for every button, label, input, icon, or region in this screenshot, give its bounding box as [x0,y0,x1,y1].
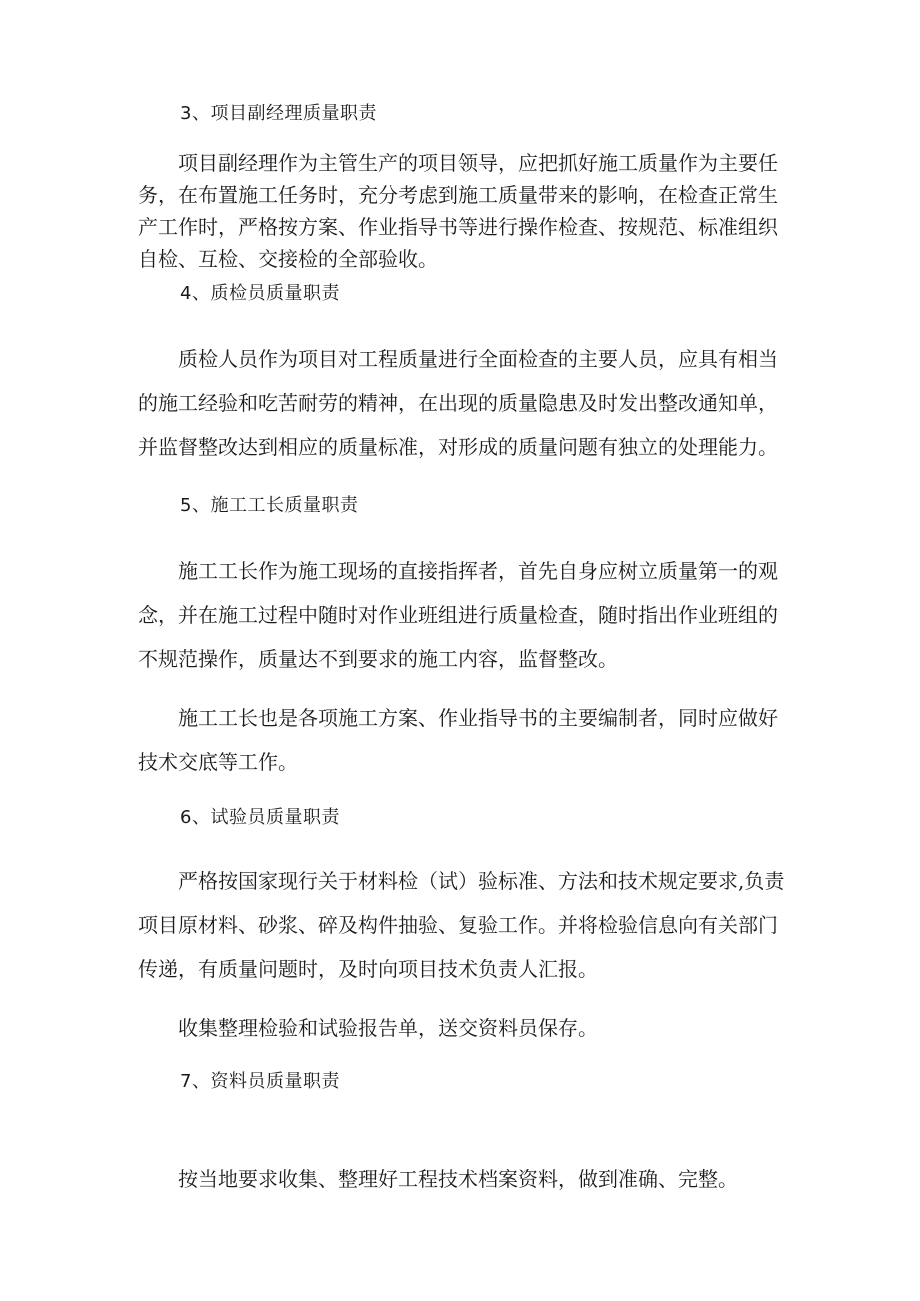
paragraph-line: 施工工长也是各项施工方案、作业指导书的主要编制者，同时应做好 [178,706,778,730]
paragraph [138,696,778,784]
paragraph-line: 项目原材料、砂浆、碎及构件抽验、复验工作。并将检验信息向有关部门 [138,913,778,937]
paragraph-line: 技术交底等工作。 [138,750,298,774]
paragraph [138,147,778,275]
paragraph-line: 项目副经理作为主管生产的项目领导，应把抓好施工质量作为主要任 [178,151,778,175]
section-heading: 6、试验员质量职责 [180,807,340,828]
paragraph [138,859,784,991]
paragraph [138,1163,738,1195]
section-heading: 5、施工工长质量职责 [180,495,359,516]
section-heading: 4、质检员质量职责 [180,283,340,304]
paragraph [138,337,778,469]
section-heading: 7、资料员质量职责 [180,1071,340,1092]
paragraph-line: 质检人员作为项目对工程质量进行全面检查的主要人员，应具有相当 [178,347,778,371]
paragraph [138,549,778,681]
paragraph [138,1012,598,1044]
paragraph-line: 施工工长作为施工现场的直接指挥者，首先自身应树立质量第一的观 [178,559,778,583]
paragraph-line: 并监督整改达到相应的质量标准，对形成的质量问题有独立的处理能力。 [138,435,778,459]
paragraph-line: 念，并在施工过程中随时对作业班组进行质量检查，随时指出作业班组的 [138,603,778,627]
paragraph-line: 自检、互检、交接检的全部验收。 [138,247,438,271]
paragraph-line: 严格按国家现行关于材料检（试）验标准、方法和技术规定要求,负责 [178,869,785,893]
section-heading: 3、项目副经理质量职责 [180,103,377,124]
paragraph-line: 收集整理检验和试验报告单，送交资料员保存。 [178,1016,598,1040]
paragraph-line: 不规范操作，质量达不到要求的施工内容，监督整改。 [138,647,618,671]
paragraph-line: 传递，有质量问题时，及时向项目技术负责人汇报。 [138,957,598,981]
paragraph-line: 按当地要求收集、整理好工程技术档案资料，做到准确、完整。 [178,1167,738,1191]
paragraph-line: 产工作时，严格按方案、作业指导书等进行操作检查、按规范、标准组织 [138,215,778,239]
paragraph-line: 的施工经验和吃苦耐劳的精神，在出现的质量隐患及时发出整改通知单， [138,391,778,415]
paragraph-line: 务，在布置施工任务时，充分考虑到施工质量带来的影响，在检查正常生 [138,183,778,207]
